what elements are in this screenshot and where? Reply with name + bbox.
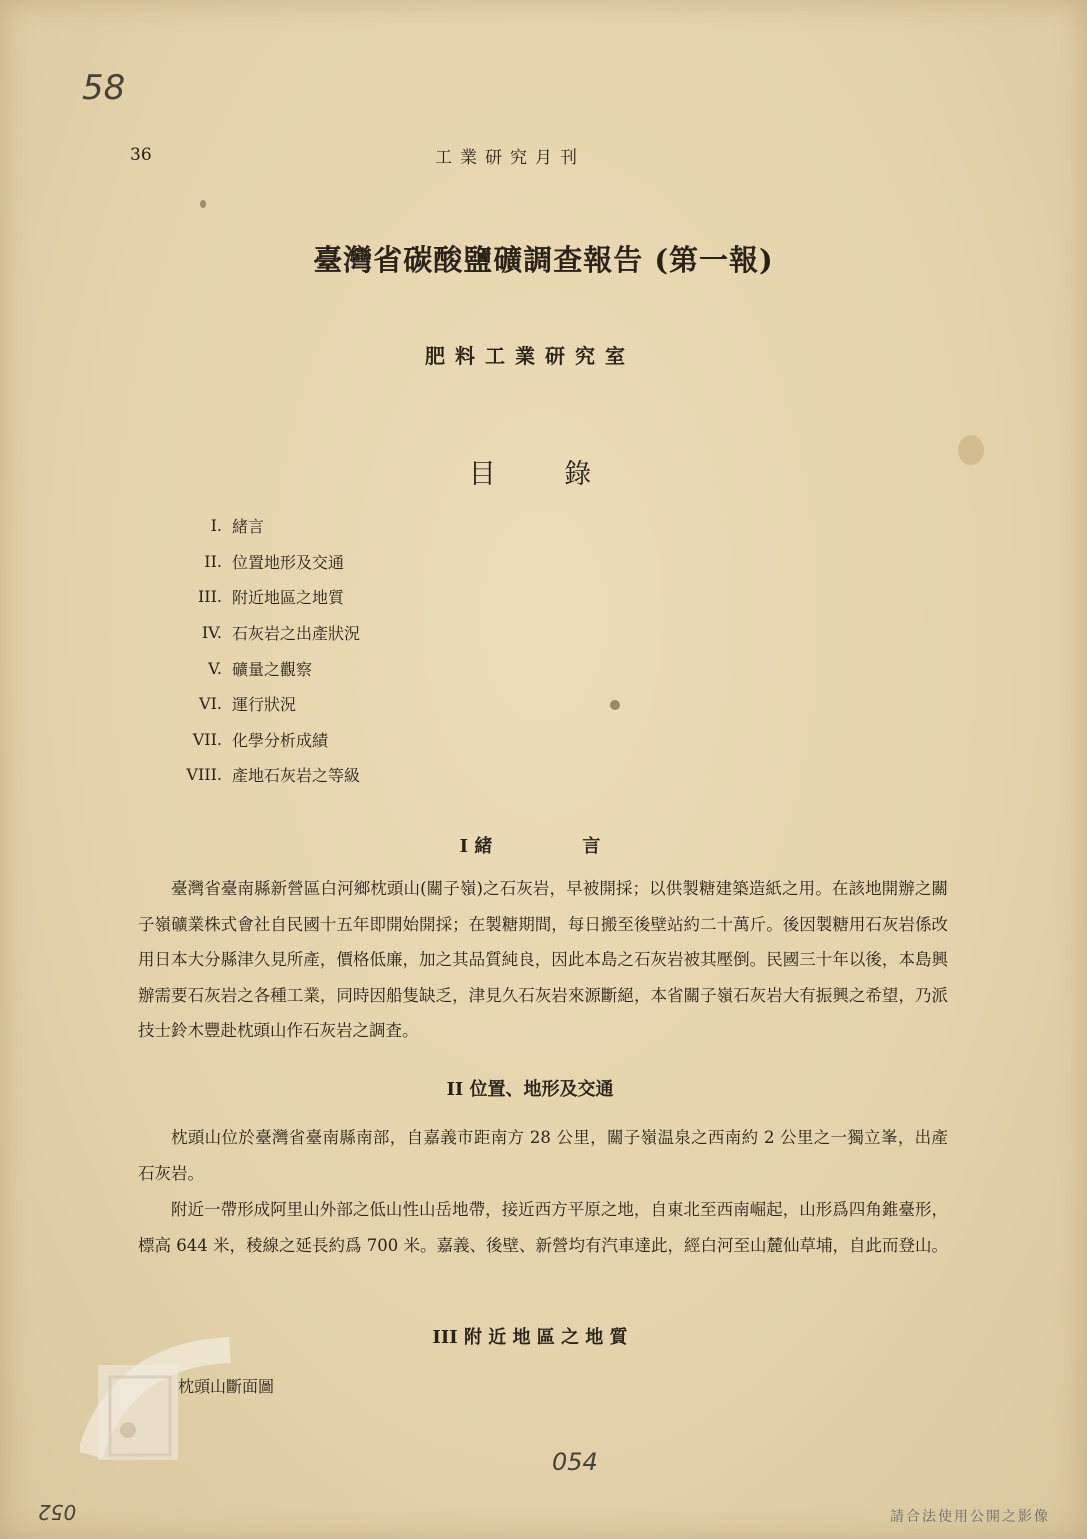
section-2-paragraph-1: 枕頭山位於臺灣省臺南縣南部，自嘉義市距南方 28 公里，關子嶺温泉之西南約 2 公里之一獨立峯，出產石灰岩。: [138, 1128, 948, 1183]
section-3-heading: III 附 近 地 區 之 地 質: [432, 1327, 628, 1348]
handwritten-number-top: 58: [82, 68, 126, 108]
footer-usage-note: 請合法使用公開之影像: [890, 1509, 1050, 1525]
toc-item: V. 礦量之觀察: [208, 658, 313, 679]
toc-item: III. 附近地區之地質: [197, 587, 345, 608]
toc-item: VII. 化學分析成績: [192, 729, 329, 750]
table-of-contents: [140, 508, 360, 793]
handwritten-number-bottom: 054: [552, 1448, 598, 1476]
report-title: 臺灣省碳酸鹽礦調查報告 (第一報): [313, 243, 774, 277]
journal-name: 工業研究月刊: [435, 148, 585, 168]
department-name: 肥料工業研究室: [425, 344, 635, 368]
toc-item: IV. 石灰岩之出產狀況: [201, 623, 361, 644]
paper-stain: [610, 700, 620, 710]
toc-item: VI. 運行狀況: [199, 694, 297, 715]
page-number: 36: [130, 145, 152, 165]
toc-item: I. 緒言: [210, 516, 265, 537]
toc-heading: 目 錄: [468, 459, 592, 490]
figure-caption: 枕頭山斷面圖: [178, 1377, 275, 1396]
toc-item: II. 位置地形及交通: [204, 551, 345, 572]
paper-stain: [200, 200, 206, 208]
handwritten-number-side: 052: [38, 1500, 77, 1524]
library-stamp: [80, 1335, 250, 1465]
section-2-heading: II 位置、地形及交通: [446, 1079, 614, 1100]
section-1-paragraph: 臺灣省臺南縣新營區白河鄉枕頭山(關子嶺)之石灰岩，早被開採；以供製糖建築造紙之用。在該地開辦之關子嶺礦業株式會社自民國十五年即開始開採；在製糖期間，每日搬至後壁站約二十萬斤。後因製糖用石灰岩係改用日本大分縣津久見所產，價格低廉，加之其品質純良，因此本島之石灰岩被其壓倒。民國三十年以後，本島興辦需要石灰岩之各種工業，同時因船隻缺乏，津見久石灰岩來源斷絕，本省關子嶺石灰岩大有振興之希望，乃派技士鈴木豐赴枕頭山作石灰岩之調査。: [138, 879, 948, 1040]
toc-item: VIII. 產地石灰岩之等級: [186, 765, 361, 786]
section-2-paragraph-2: 附近一帶形成阿里山外部之低山性山岳地帶，接近西方平原之地，自東北至西南崛起，山形爲四角錐臺形，標高 644 米，稜線之延長約爲 700 米。嘉義、後壁、新營均有汽車達此，經白河至山麓仙草埔，自此而登山。: [138, 1200, 948, 1255]
section-1-heading: I 緒 言: [459, 836, 601, 857]
paper-stain: [958, 435, 984, 465]
